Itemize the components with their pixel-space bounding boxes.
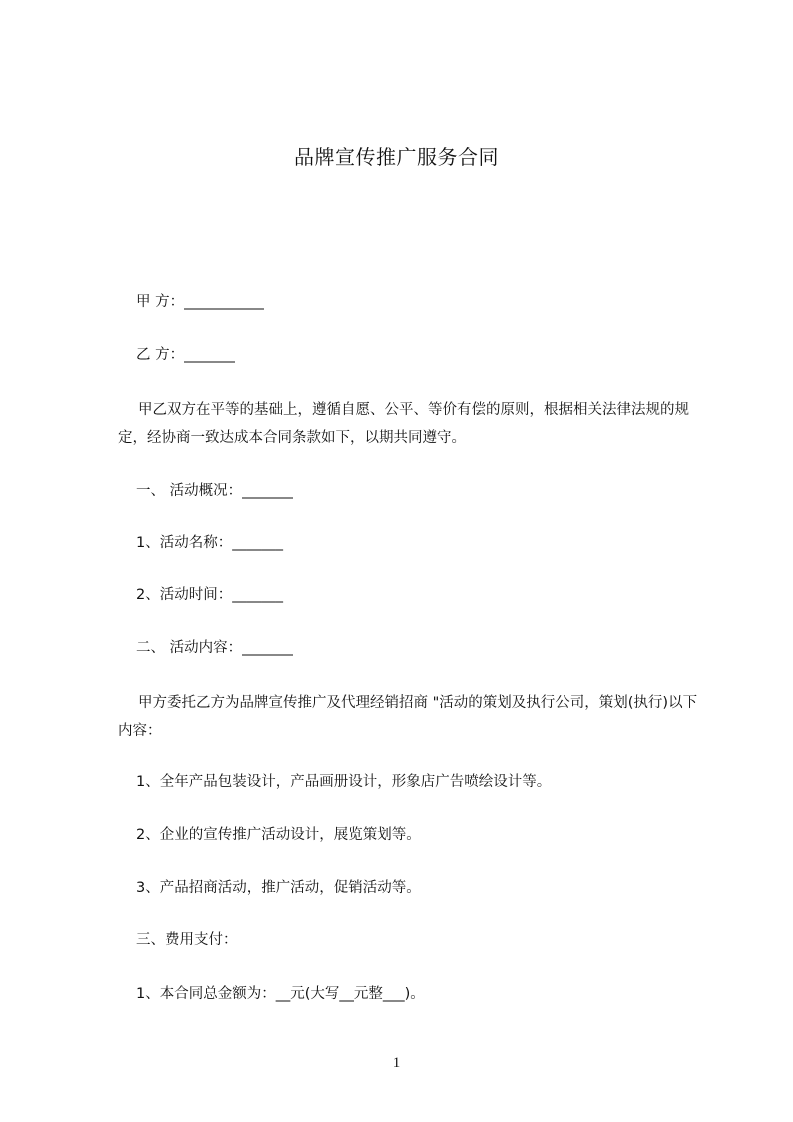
section-2-heading: 二、 活动内容：_______ — [136, 640, 293, 656]
party-b-line: 乙 方：_______ — [136, 347, 235, 363]
section-2-item-2: 2、企业的宣传推广活动设计，展览策划等。 — [136, 827, 421, 843]
section-3-heading: 三、费用支付： — [136, 932, 238, 948]
section-1-item-2: 2、活动时间：_______ — [136, 587, 283, 603]
page-number: 1 — [392, 1055, 401, 1071]
section-2-item-1: 1、全年产品包装设计，产品画册设计，形象店广告喷绘设计等。 — [136, 774, 552, 790]
section-2-item-3: 3、产品招商活动，推广活动，促销活动等。 — [136, 880, 421, 896]
party-a-line: 甲 方：___________ — [136, 294, 264, 310]
section-2-body: 甲方委托乙方为品牌宣传推广及代理经销招商 "活动的策划及执行公司，策划(执行)以下内容： — [118, 695, 698, 739]
intro-paragraph: 甲乙双方在平等的基础上，遵循自愿、公平、等价有偿的原则，根据相关法律法规的规定，经协商一致达成本合同条款如下，以期共同遵守。 — [118, 402, 689, 446]
section-1-heading: 一、 活动概况：_______ — [136, 483, 293, 499]
section-3-item-1: 1、本合同总金额为：__元(大写__元整___)。 — [136, 986, 425, 1002]
document-title: 品牌宣传推广服务合同 — [294, 145, 499, 169]
section-1-item-1: 1、活动名称：_______ — [136, 535, 283, 551]
